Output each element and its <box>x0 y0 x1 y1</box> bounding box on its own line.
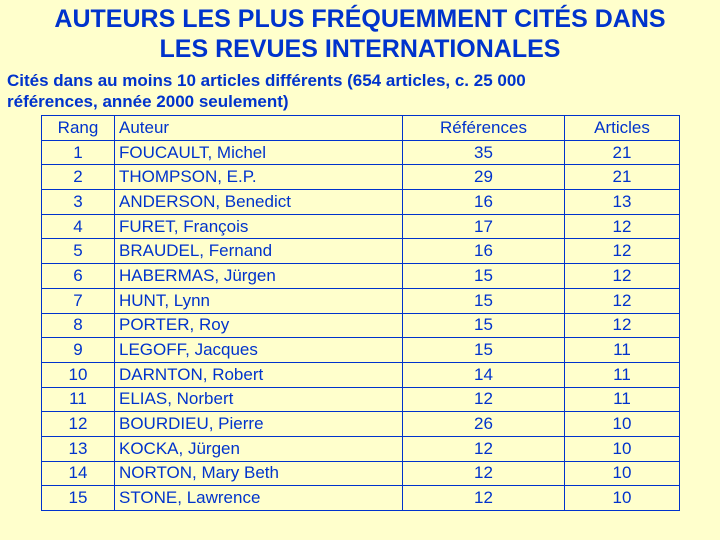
subtitle-line-2: références, année 2000 seulement) <box>7 92 289 111</box>
cell-references: 12 <box>403 387 565 412</box>
table-row <box>42 288 680 313</box>
table-row <box>42 214 680 239</box>
title-line-1: AUTEURS LES PLUS FRÉQUEMMENT CITÉS DANS <box>54 5 666 33</box>
cell-references: 17 <box>403 214 565 239</box>
cell-rank: 13 <box>42 436 115 461</box>
cell-author: KOCKA, Jürgen <box>115 436 403 461</box>
table-row <box>42 165 680 190</box>
table-row <box>42 140 680 165</box>
cell-rank: 12 <box>42 412 115 437</box>
cell-references: 12 <box>403 486 565 511</box>
cell-references: 35 <box>403 140 565 165</box>
cell-articles: 12 <box>565 264 680 289</box>
cell-rank: 8 <box>42 313 115 338</box>
cell-author: DARNTON, Robert <box>115 362 403 387</box>
cell-rank: 6 <box>42 264 115 289</box>
table-row <box>42 338 680 363</box>
cell-articles: 21 <box>565 165 680 190</box>
cell-references: 15 <box>403 288 565 313</box>
cell-rank: 10 <box>42 362 115 387</box>
cell-author: ANDERSON, Benedict <box>115 190 403 215</box>
cell-author: STONE, Lawrence <box>115 486 403 511</box>
table-row <box>42 362 680 387</box>
cell-rank: 15 <box>42 486 115 511</box>
cell-references: 16 <box>403 190 565 215</box>
cell-rank: 4 <box>42 214 115 239</box>
cell-articles: 10 <box>565 486 680 511</box>
cell-references: 15 <box>403 264 565 289</box>
cell-rank: 1 <box>42 140 115 165</box>
table-row <box>42 239 680 264</box>
cell-references: 14 <box>403 362 565 387</box>
cell-author: LEGOFF, Jacques <box>115 338 403 363</box>
cell-references: 12 <box>403 461 565 486</box>
header-articles: Articles <box>565 116 680 141</box>
cell-rank: 3 <box>42 190 115 215</box>
cell-articles: 13 <box>565 190 680 215</box>
table-row <box>42 486 680 511</box>
page-title <box>0 4 720 64</box>
cell-references: 26 <box>403 412 565 437</box>
cell-articles: 12 <box>565 313 680 338</box>
header-references: Références <box>403 116 565 141</box>
cell-references: 15 <box>403 313 565 338</box>
table-header-row <box>42 116 680 141</box>
cell-articles: 10 <box>565 412 680 437</box>
cell-author: FOUCAULT, Michel <box>115 140 403 165</box>
table-row <box>42 436 680 461</box>
table-row <box>42 190 680 215</box>
table-body <box>42 140 680 510</box>
cell-author: BOURDIEU, Pierre <box>115 412 403 437</box>
cell-author: ELIAS, Norbert <box>115 387 403 412</box>
cell-articles: 12 <box>565 288 680 313</box>
header-author: Auteur <box>115 116 403 141</box>
cell-author: HABERMAS, Jürgen <box>115 264 403 289</box>
cell-references: 15 <box>403 338 565 363</box>
header-rank: Rang <box>42 116 115 141</box>
subtitle <box>7 70 707 112</box>
cell-author: PORTER, Roy <box>115 313 403 338</box>
cell-references: 16 <box>403 239 565 264</box>
cell-articles: 12 <box>565 239 680 264</box>
citations-table <box>41 115 680 511</box>
table-row <box>42 412 680 437</box>
table-row <box>42 313 680 338</box>
table-row <box>42 387 680 412</box>
cell-rank: 7 <box>42 288 115 313</box>
cell-author: HUNT, Lynn <box>115 288 403 313</box>
cell-articles: 11 <box>565 387 680 412</box>
cell-articles: 10 <box>565 436 680 461</box>
cell-articles: 21 <box>565 140 680 165</box>
cell-rank: 14 <box>42 461 115 486</box>
cell-rank: 11 <box>42 387 115 412</box>
cell-references: 12 <box>403 436 565 461</box>
cell-articles: 12 <box>565 214 680 239</box>
cell-author: FURET, François <box>115 214 403 239</box>
title-line-2: LES REVUES INTERNATIONALES <box>159 35 561 63</box>
subtitle-line-1: Cités dans au moins 10 articles différents (654 articles, c. 25 000 <box>7 71 526 90</box>
table-row <box>42 461 680 486</box>
cell-rank: 5 <box>42 239 115 264</box>
cell-rank: 2 <box>42 165 115 190</box>
cell-articles: 10 <box>565 461 680 486</box>
cell-author: BRAUDEL, Fernand <box>115 239 403 264</box>
cell-rank: 9 <box>42 338 115 363</box>
cell-articles: 11 <box>565 362 680 387</box>
cell-articles: 11 <box>565 338 680 363</box>
cell-author: NORTON, Mary Beth <box>115 461 403 486</box>
cell-references: 29 <box>403 165 565 190</box>
table-row <box>42 264 680 289</box>
cell-author: THOMPSON, E.P. <box>115 165 403 190</box>
